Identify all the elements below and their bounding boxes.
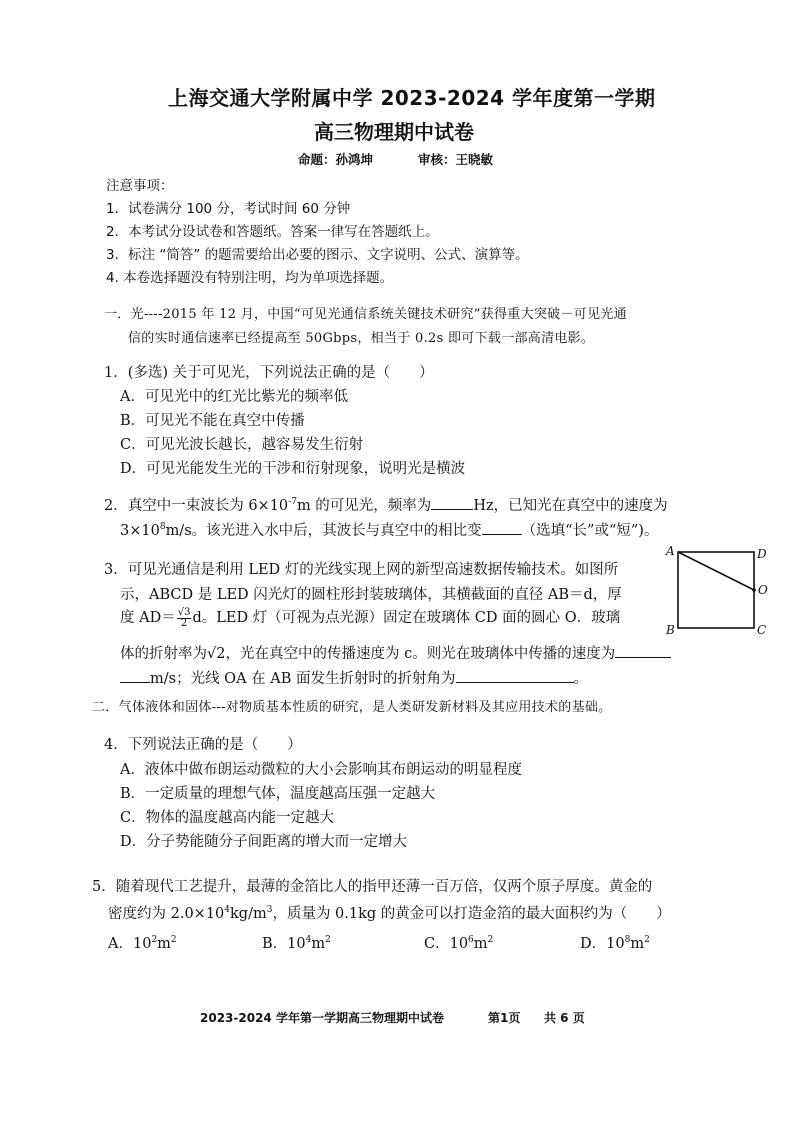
q5-opt-a-text: A．10 <box>108 936 152 952</box>
q3-angle-blank <box>456 668 574 683</box>
exam-title: 上海交通大学附属中学 2023-2024 学年度第一学期 <box>168 86 656 110</box>
glass-cylinder-diagram <box>664 544 772 640</box>
q2-exp-a: -7 <box>288 497 297 508</box>
q3-line2: 示，ABCD 是 LED 闪光灯的圆柱形封装玻璃体，其横截面的直径 AB＝d，厚 <box>120 587 622 603</box>
q3-frac-num: √3 <box>177 606 191 618</box>
q3-line5 <box>120 667 588 688</box>
q3-text-line5b: 。 <box>573 671 588 687</box>
q5-exp-a: 4 <box>224 905 231 916</box>
q5-option-b <box>262 932 331 953</box>
q3-fraction <box>177 608 192 629</box>
q1-stem: 1．(多选) 关于可见光，下列说法正确的是（ ） <box>104 365 434 381</box>
section1-line2: 信的实时通信速率已经提高至 50Gbps，相当于 0.2s 即可下载一部高清电影。 <box>128 331 595 346</box>
q3-text-a: 度 AD＝ <box>120 610 176 626</box>
label-c: C <box>757 623 767 637</box>
point-o <box>752 588 756 592</box>
q2-text-e: m/s。该光进入水中后，其波长与真空中的相比变 <box>165 523 482 539</box>
q4-option-c: C．物体的温度越高内能一定越大 <box>120 810 335 826</box>
q2-exp-d: 8 <box>159 522 166 533</box>
q5-option-d <box>580 932 650 953</box>
label-o: O <box>758 583 768 597</box>
label-b: B <box>666 623 675 637</box>
q5-opt-d-unit-exp: 2 <box>644 935 650 946</box>
q4-option-b: B．一定质量的理想气体，温度越高压强一定越大 <box>120 786 436 802</box>
q4-option-d: D．分子势能随分子间距离的增大而一定增大 <box>120 834 408 850</box>
q1-option-b: B．可见光不能在真空中传播 <box>120 413 305 429</box>
ray-oa <box>678 552 754 590</box>
note-item: 4. 本卷选择题没有特别注明，均为单项选择题。 <box>106 270 394 286</box>
section1-line1: 一．光----2015 年 12 月，中国“可见光通信系统关键技术研究”获得重大突破－可见光通 <box>104 307 627 322</box>
q5-opt-c-text: C．10 <box>424 936 469 952</box>
q5-line1: 5．随着现代工艺提升，最薄的金箔比人的指甲还薄一百万倍，仅两个原子厚度。黄金的 <box>92 879 653 895</box>
q2-wavelength-blank <box>482 520 522 535</box>
q4-option-a: A．液体中做布朗运动微粒的大小会影响其布朗运动的明显程度 <box>120 762 522 778</box>
note-item: 2．本考试分设试卷和答题纸。答案一律写在答题纸上。 <box>106 224 439 240</box>
q2-text-f: （选填“长”或“短”)。 <box>521 523 659 539</box>
footer-page-number: 第1页 <box>488 1011 521 1025</box>
q5-opt-b-unit-exp: 2 <box>325 935 331 946</box>
q5-opt-b-exp: 4 <box>305 935 312 946</box>
note-item: 3．标注 “简答” 的题需要给出必要的图示、文字说明、公式、演算等。 <box>106 247 529 263</box>
q3-text-line5a: m/s；光线 OA 在 AB 面发生折射时的折射角为 <box>150 671 456 687</box>
q5-opt-c-exp: 6 <box>468 935 474 946</box>
q5-line2 <box>108 902 671 923</box>
q5-opt-b-unit: m <box>311 936 326 952</box>
author-label: 命题：孙鸿坤 <box>298 152 374 167</box>
q5-opt-c-unit-exp: 2 <box>487 935 494 946</box>
notes-heading: 注意事项： <box>106 178 174 194</box>
exam-subtitle: 高三物理期中试卷 <box>314 120 474 144</box>
q5-opt-b-text: B．10 <box>262 936 306 952</box>
q2-text-a: 2．真空中一束波长为 6×10 <box>104 498 289 514</box>
section2-line: 二．气体液体和固体---对物质基本性质的研究，是人类研发新材料及其应用技术的基础。 <box>92 700 612 715</box>
q1-option-c: C．可见光波长越长，越容易发生衍射 <box>120 437 364 453</box>
q5-text-c: ，质量为 0.1kg 的黄金可以打造金箔的最大面积约为（ ） <box>272 906 671 922</box>
q3-text-b: d。LED 灯（可视为点光源）固定在玻璃体 CD 面的圆心 O．玻璃 <box>192 610 621 626</box>
label-d: D <box>757 547 767 561</box>
q3-line3 <box>120 606 620 629</box>
q3-line1: 3．可见光通信是利用 LED 灯的光线实现上网的新型高速数据传输技术。如图所 <box>104 562 619 578</box>
q1-option-d: D．可见光能发生光的干涉和衍射现象，说明光是横波 <box>120 461 466 477</box>
q3-speed-blank-cont <box>120 668 150 683</box>
q5-opt-a-unit: m <box>157 936 171 952</box>
q2-text-b: m 的可见光，频率为 <box>296 498 432 514</box>
note-item: 1．试卷满分 100 分，考试时间 60 分钟 <box>106 201 351 217</box>
q3-line4 <box>120 642 671 663</box>
q2-line2 <box>120 519 658 540</box>
q2-text-c: Hz，已知光在真空中的速度为 <box>473 498 668 514</box>
q5-opt-a-unit-exp: 2 <box>170 935 177 946</box>
q1-option-a: A．可见光中的红光比紫光的频率低 <box>120 389 348 405</box>
q5-opt-a-exp: 2 <box>151 935 158 946</box>
q5-option-c <box>424 932 493 953</box>
q5-opt-c-unit: m <box>473 936 488 952</box>
reviewer-label: 审核：王晓敏 <box>418 152 494 167</box>
footer-total-pages: 共 6 页 <box>544 1011 585 1025</box>
q5-text-a: 密度约为 2.0×10 <box>108 906 225 922</box>
footer-exam-name: 2023-2024 学年第一学期高三物理期中试卷 <box>200 1011 444 1025</box>
q2-frequency-blank <box>431 495 473 510</box>
q2-text-d: 3×10 <box>120 523 160 539</box>
q3-text-line4: 体的折射率为√2，光在真空中的传播速度为 c。则光在玻璃体中传播的速度为 <box>120 646 616 662</box>
q5-option-a <box>108 932 177 953</box>
q3-frac-den: 2 <box>180 617 188 629</box>
q3-speed-blank <box>615 643 671 658</box>
q5-exp-b: 3 <box>266 905 273 916</box>
q2-line1 <box>104 494 668 515</box>
q5-text-b: kg/m <box>230 906 267 922</box>
label-a: A <box>666 544 675 558</box>
q5-opt-d-unit: m <box>630 936 645 952</box>
q4-stem: 4．下列说法正确的是（ ） <box>104 737 302 753</box>
q5-opt-d-exp: 8 <box>624 935 631 946</box>
cross-section-rect <box>678 552 754 628</box>
q5-opt-d-text: D．10 <box>580 936 625 952</box>
